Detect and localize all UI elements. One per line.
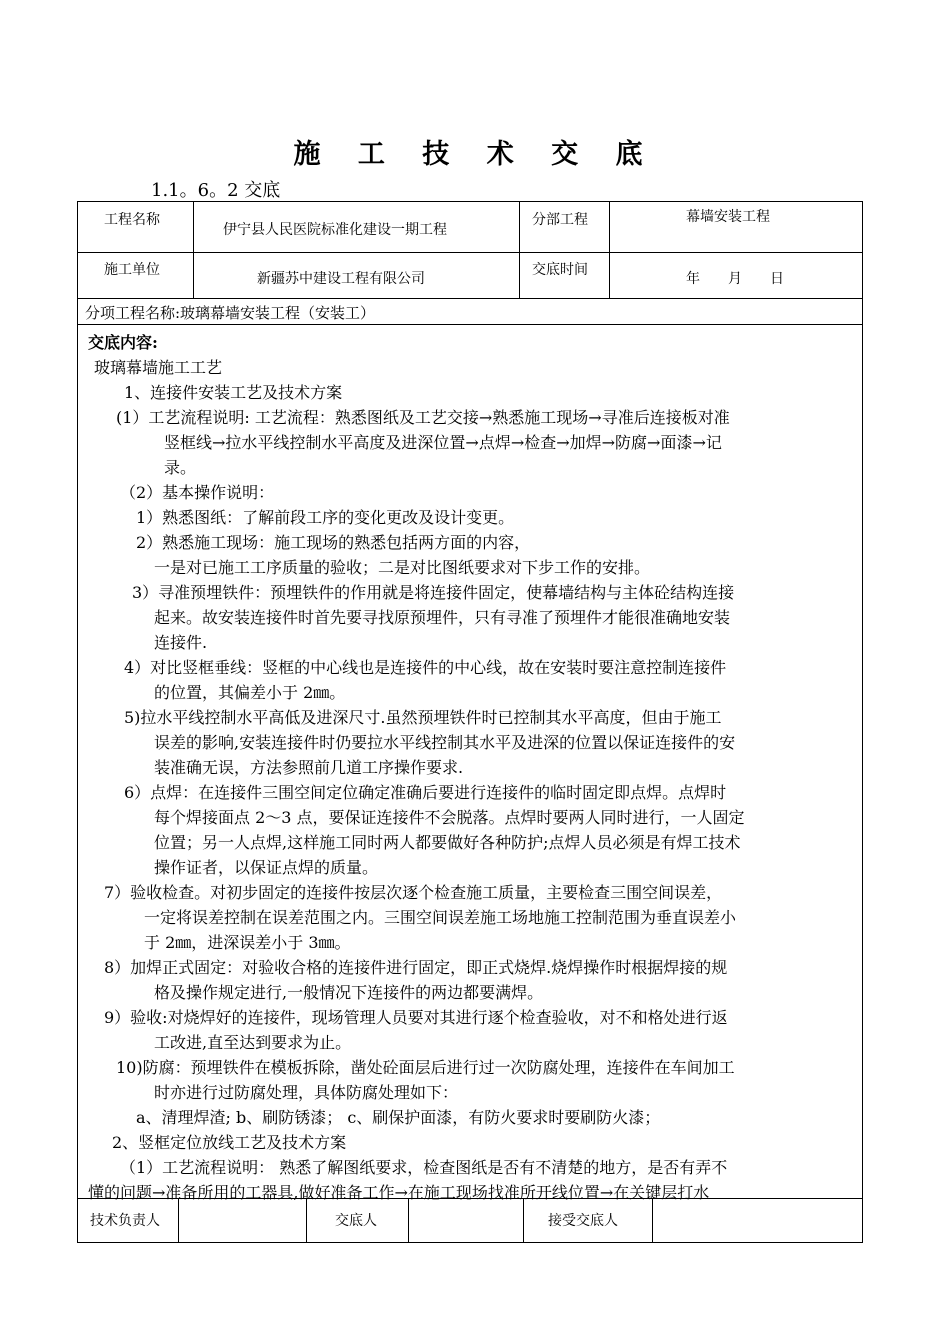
content-line: 每个焊接面点 2～3 点，要保证连接件不会脱落。点焊时要两人同时进行，一人固定	[154, 808, 745, 827]
item-name: 分项工程名称:玻璃幕墙安装工程（安装工）	[85, 304, 376, 322]
header-col-divider-2	[519, 201, 520, 298]
content-line: 10)防腐：预埋铁件在模板拆除，凿处砼面层后进行过一次防腐处理，连接件在车间加工	[116, 1058, 735, 1077]
footer-col-divider-4	[523, 1198, 524, 1243]
header-col-divider-3	[609, 201, 610, 298]
content-line: 的位置，其偏差小于 2㎜。	[154, 683, 346, 702]
content-heading: 交底内容:	[88, 333, 158, 352]
header-col-divider-1	[193, 201, 194, 298]
content-line: 格及操作规定进行,一般情况下连接件的两边都要满焊。	[154, 983, 544, 1002]
sub-project-label: 分部工程	[532, 212, 588, 228]
content-line: 操作证者，以保证点焊的质量。	[154, 858, 379, 877]
content-line: 位置；另一人点焊,这样施工同时两人都要做好各种防护;点焊人员必须是有焊工技术	[154, 833, 741, 852]
construction-unit-label: 施工单位	[104, 262, 160, 278]
document-title: 施 工 技 术 交 底	[293, 139, 657, 170]
content-line: 装准确无误，方法参照前几道工序操作要求.	[154, 758, 464, 777]
item-name-divider	[77, 324, 863, 325]
content-line: a、清理焊渣; b、刷防锈漆； c、刷保护面漆，有防火要求时要刷防火漆；	[136, 1108, 661, 1127]
content-line: 9）验收:对烧焊好的连接件，现场管理人员要对其进行逐个检查验收，对不和格处进行返	[104, 1008, 728, 1027]
content-line: 玻璃幕墙施工工艺	[94, 358, 223, 377]
content-line: 一是对已施工工序质量的验收；二是对比图纸要求对下步工作的安排。	[154, 558, 651, 577]
content-line: 工改进,直至达到要求为止。	[154, 1033, 352, 1052]
content-line: 2、竖框定位放线工艺及技术方案	[112, 1133, 347, 1152]
footer-col-divider-2	[306, 1198, 307, 1243]
footer-col-divider-5	[652, 1198, 653, 1243]
content-line: 3）寻准预埋铁件：预埋铁件的作用就是将连接件固定，使幕墙结构与主体砼结构连接	[132, 583, 735, 602]
footer-top-divider	[77, 1198, 863, 1199]
content-line: 时亦进行过防腐处理，具体防腐处理如下：	[154, 1083, 459, 1102]
content-line: 8）加焊正式固定：对验收合格的连接件进行固定，即正式烧焊.烧焊操作时根据焊接的规	[104, 958, 728, 977]
content-line: 7）验收检查。对初步固定的连接件按层次逐个检查施工质量，主要检查三围空间误差，	[104, 883, 723, 902]
header-row-divider	[77, 252, 863, 253]
content-line: 于 2㎜，进深误差小于 3㎜。	[144, 933, 351, 952]
content-line: 6）点焊：在连接件三围空间定位确定准确后要进行连接件的临时固定即点焊。点焊时	[124, 783, 727, 802]
project-name-value: 伊宁县人民医院标准化建设一期工程	[223, 222, 447, 238]
header-bottom-divider	[77, 298, 863, 299]
content-line: 1、连接件安装工艺及技术方案	[124, 383, 343, 402]
content-line: 2）熟悉施工现场：施工现场的熟悉包括两方面的内容，	[136, 533, 531, 552]
receiver-label: 接受交底人	[548, 1213, 618, 1229]
content-line: 连接件.	[154, 633, 208, 652]
discloser-label: 交底人	[335, 1213, 377, 1229]
content-line: 4）对比竖框垂线：竖框的中心线也是连接件的中心线，故在安装时要注意控制连接件	[124, 658, 727, 677]
sub-project-value: 幕墙安装工程	[686, 209, 770, 225]
content-line: 录。	[164, 458, 197, 477]
content-line: 5)拉水平线控制水平高低及进深尺寸.虽然预埋铁件时已控制其水平高度，但由于施工	[124, 708, 722, 727]
disclosure-time-value: 年 月 日	[686, 271, 784, 287]
footer-col-divider-1	[178, 1198, 179, 1243]
content-line: 误差的影响,安装连接件时仍要拉水平线控制其水平及进深的位置以保证连接件的安	[154, 733, 736, 752]
section-number: 1.1。6。2 交底	[151, 180, 281, 201]
disclosure-time-label: 交底时间	[532, 262, 588, 278]
tech-lead-label: 技术负责人	[90, 1213, 160, 1229]
content-line: 一定将误差控制在误差范围之内。三围空间误差施工场地施工控制范围为垂直误差小	[144, 908, 737, 927]
content-line: 起来。故安装连接件时首先要寻找原预埋件，只有寻准了预埋件才能很准确地安装	[154, 608, 731, 627]
content-line: (1）工艺流程说明: 工艺流程：熟悉图纸及工艺交接→熟悉施工现场→寻准后连接板对准	[116, 408, 730, 427]
disclosure-content	[82, 330, 856, 1205]
construction-unit-value: 新疆苏中建设工程有限公司	[257, 271, 425, 287]
content-line: （1）工艺流程说明： 熟悉了解图纸要求，检查图纸是否有不清楚的地方，是否有弄不	[120, 1158, 728, 1177]
content-line: （2）基本操作说明：	[120, 483, 275, 502]
content-line: 1）熟悉图纸：了解前段工序的变化更改及设计变更。	[136, 508, 515, 527]
project-name-label: 工程名称	[104, 212, 160, 228]
content-line: 竖框线→拉水平线控制水平高度及进深位置→点焊→检查→加焊→防腐→面漆→记	[164, 433, 722, 452]
content-line: 懂的问题→准备所用的工器具,做好准备工作→在施工现场找准所开线位置→在关键层打水	[88, 1183, 710, 1202]
footer-col-divider-3	[408, 1198, 409, 1243]
